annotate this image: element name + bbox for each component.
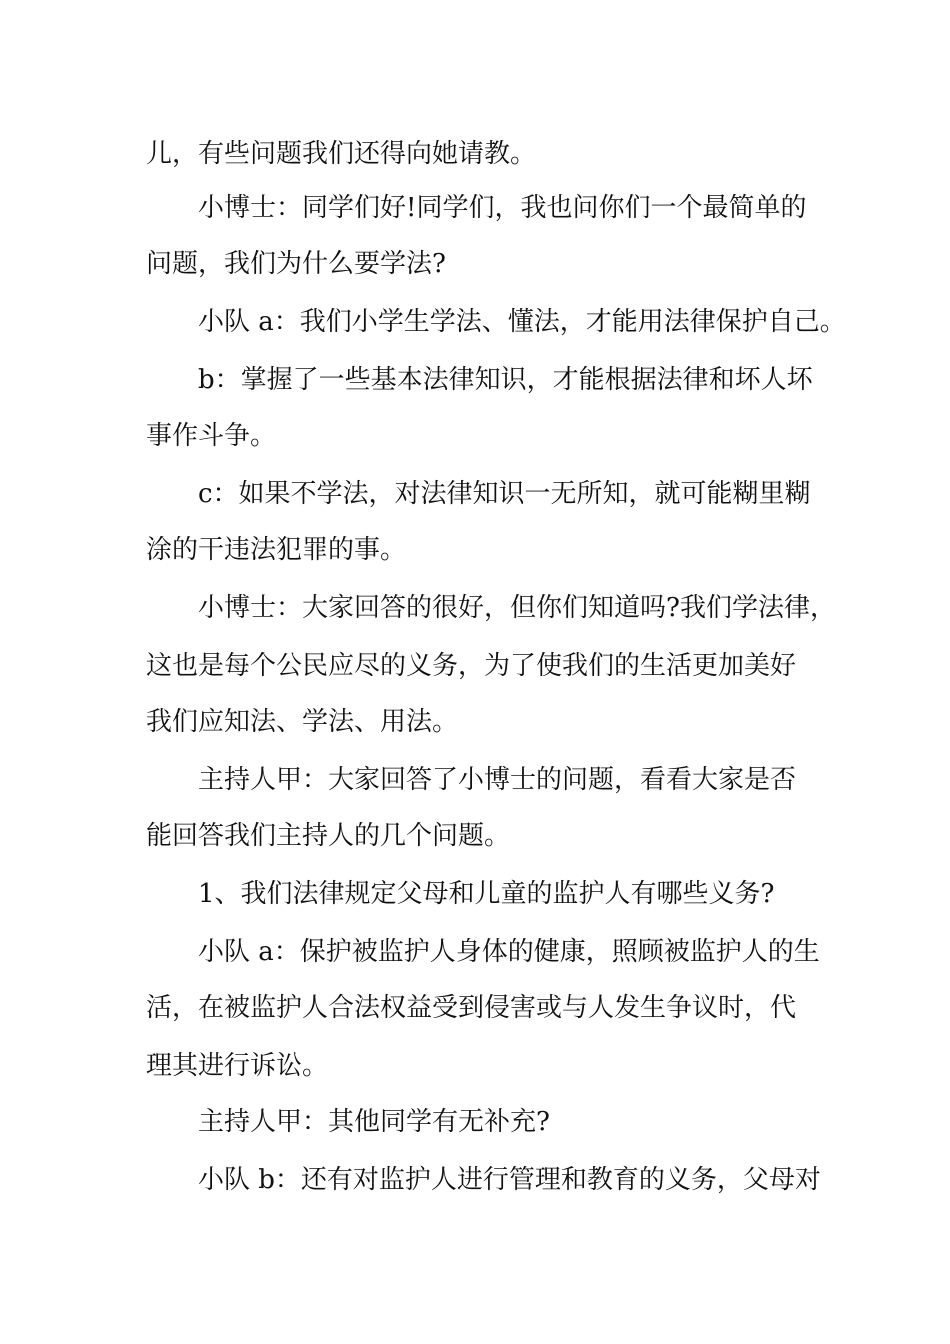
- text-line: 事作斗争。: [146, 421, 277, 451]
- text-line: 儿，有些问题我们还得向她请教。: [146, 139, 537, 169]
- text-line: 活，在被监护人合法权益受到侵害或与人发生争议时，代: [146, 993, 797, 1023]
- text-line: 1、我们法律规定父母和儿童的监护人有哪些义务?: [198, 879, 775, 909]
- text-line: c：如果不学法，对法律知识一无所知，就可能糊里糊: [198, 479, 811, 509]
- text-line: 小博士：大家回答的很好，但你们知道吗?我们学法律，: [198, 593, 836, 623]
- text-line: 主持人甲：大家回答了小博士的问题，看看大家是否: [198, 765, 797, 795]
- text-line: 小队 a：保护被监护人身体的健康，照顾被监护人的生: [198, 937, 820, 967]
- text-line: 问题，我们为什么要学法?: [146, 249, 446, 279]
- text-line: b：掌握了一些基本法律知识，才能根据法律和坏人坏: [198, 365, 813, 395]
- text-line: 我们应知法、学法、用法。: [146, 707, 459, 737]
- text-line: 小队 a：我们小学生学法、懂法，才能用法律保护自己。: [198, 307, 846, 337]
- text-line: 理其进行诉讼。: [146, 1051, 329, 1081]
- text-line: 小队 b：还有对监护人进行管理和教育的义务，父母对: [198, 1165, 821, 1195]
- text-line: 能回答我们主持人的几个问题。: [146, 821, 511, 851]
- text-line: 这也是每个公民应尽的义务，为了使我们的生活更加美好: [146, 651, 797, 681]
- text-line: 涂的干违法犯罪的事。: [146, 535, 407, 565]
- text-line: 小博士：同学们好!同学们，我也问你们一个最简单的: [198, 193, 807, 223]
- text-line: 主持人甲：其他同学有无补充?: [198, 1107, 550, 1137]
